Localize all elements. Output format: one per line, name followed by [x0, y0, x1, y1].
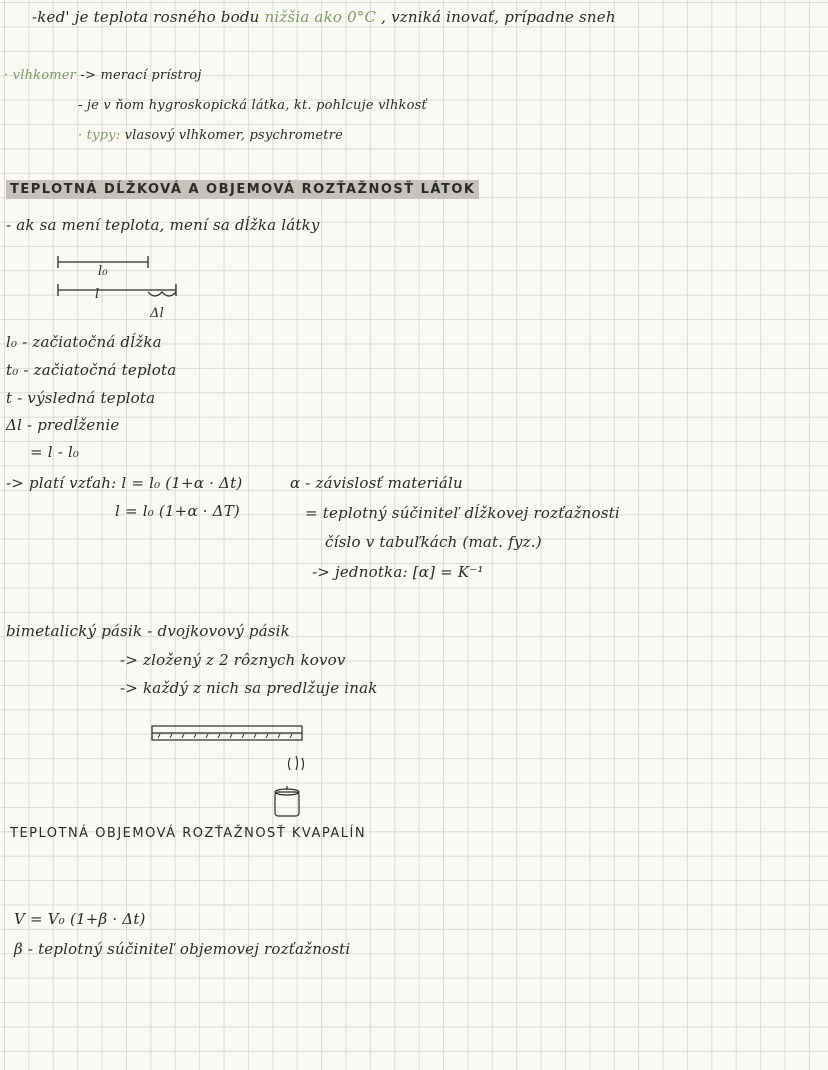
def-l0: l₀ - začiatočná dĺžka — [6, 333, 162, 351]
alpha-coefficient: = teplotný súčiniteľ dĺžkovej rozťažnosti — [305, 504, 620, 522]
def-t0: t₀ - začiatočná teplota — [6, 361, 177, 379]
heading-volume-main: TEPLOTNÁ OBJEMOVÁ ROZŤAŽNOSŤ — [10, 826, 287, 841]
def-delta-l: Δl - predĺženie — [6, 416, 120, 434]
alpha-def: α - závislosť materiálu — [290, 474, 463, 492]
def-delta-l-eq: = l - l₀ — [30, 443, 80, 461]
types-list: vlasový vlhkomer, psychrometre — [124, 128, 344, 143]
heading-volume-expansion — [10, 826, 366, 841]
l0-label: l₀ — [98, 264, 108, 279]
alpha-unit: -> jednotka: [α] = K⁻¹ — [312, 563, 484, 581]
formula-dT: l = l₀ (1+α · ΔT) — [115, 502, 240, 520]
dew-point-text-end: , vzniká inovať, prípadne sneh — [381, 8, 616, 26]
delta-l-label: Δl — [150, 306, 164, 321]
bimetal-line: bimetalický pásik - dvojkovový pásik — [6, 622, 290, 640]
length-change-line: - ak sa mení teplota, mení sa dĺžka látky — [6, 216, 320, 234]
def-t: t - výsledná teplota — [6, 389, 156, 407]
types-label: · typy: — [78, 128, 121, 143]
beta-def: β - teplotný súčiniteľ objemovej rozťažnosti — [14, 940, 351, 958]
bimetal-each: -> každý z nich sa predlžuje inak — [120, 679, 378, 697]
formula-intro: -> platí vzťah: — [6, 474, 117, 492]
heading-thermal-expansion: TEPLOTNÁ DĹŽKOVÁ A OBJEMOVÁ ROZŤAŽNOSŤ LÁTOK — [6, 180, 479, 199]
hygroscopic-line: - je v ňom hygroskopická látka, kt. pohlcuje vlhkosť — [78, 98, 427, 113]
hygrometer-term: · vlhkomer — [4, 68, 77, 83]
bimetal-composed: -> zložený z 2 rôznych kovov — [120, 651, 346, 669]
dew-point-text-start: -ked' je teplota rosného bodu — [32, 8, 260, 26]
hygrometer-definition: -> merací prístroj — [80, 68, 202, 83]
flame-icon — [289, 756, 304, 770]
dew-point-green-text: nižšia ako 0°C — [264, 8, 377, 26]
heading-volume-liquids: KVAPALÍN — [291, 826, 367, 841]
formula-dt: l = l₀ (1+α · Δt) — [121, 474, 243, 492]
volume-formula: V = V₀ (1+β · Δt) — [14, 910, 146, 928]
alpha-table: číslo v tabuľkách (mat. fyz.) — [325, 533, 542, 551]
l-label: l — [95, 287, 100, 302]
